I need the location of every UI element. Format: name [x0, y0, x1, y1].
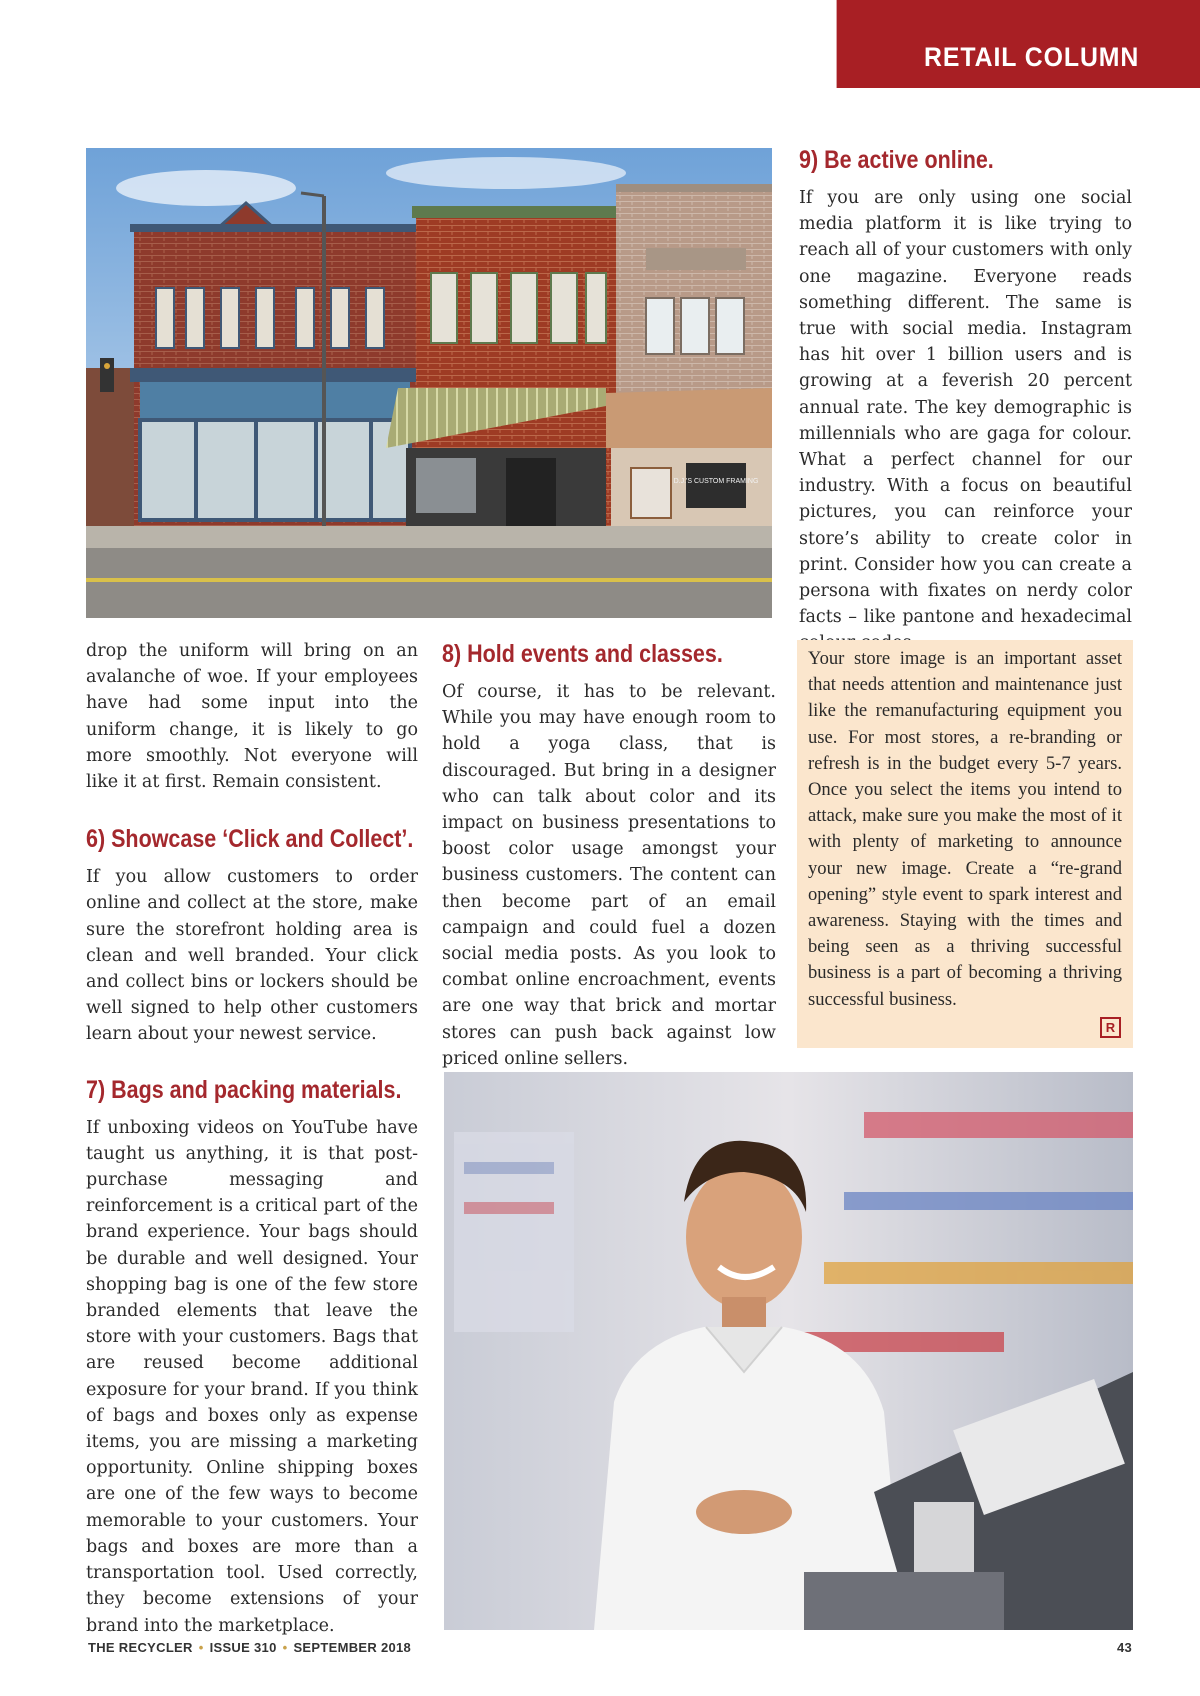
- storefront-photo: [86, 148, 772, 618]
- cashier-photo: [444, 1072, 1133, 1630]
- footer-dot-2: •: [282, 1640, 288, 1655]
- cashier-illustration: [444, 1072, 1133, 1630]
- section-title: RETAIL COLUMN: [924, 41, 1140, 72]
- heading-be-active-online: 9) Be active online.: [799, 146, 994, 174]
- storefront-sign: D.J.'S CUSTOM FRAMING: [673, 478, 759, 485]
- page-number: 43: [1116, 1640, 1132, 1655]
- paragraph-bags-packing: If unboxing videos on YouTube have taught us anything, it is that post-purchase messaging and reinforcement is a critical part of the brand experience. Your bags should be durable and well designed. Your shopping bag is one of the few store branded elements that leave the store with your customers. Bags that are reused become additional exposure for your brand. If you think of bags and boxes only as expense items, you are missing a marketing opportunity. Online shipping boxes are one of the few ways to become memorable to your customers. Your bags and boxes are more than a transportation tool. Used correctly, they become extensions of your brand into the marketplace.: [86, 1117, 418, 1636]
- page-footer: [88, 1640, 1132, 1655]
- paragraph-click-and-collect: If you allow customers to order online and collect at the store, make sure the storefront holding area is clean and well branded. Your click and collect bins or lockers should be well signed to help other customers learn about your newest service.: [86, 867, 418, 1045]
- column-left: [86, 638, 418, 1639]
- footer-date: SEPTEMBER 2018: [293, 1640, 412, 1655]
- section-banner: [837, 0, 1200, 88]
- footer-publication: THE RECYCLER: [88, 1640, 193, 1655]
- footer-issue: ISSUE 310: [209, 1640, 277, 1655]
- recycler-logo-icon: R: [1100, 1017, 1121, 1038]
- storefront-illustration: [86, 148, 772, 618]
- heading-hold-events: 8) Hold events and classes.: [442, 640, 723, 668]
- paragraph-uniform-continued: drop the uniform will bring on an avalanche of woe. If your employees have had some input into the uniform change, it is likely to go more smoothly. Not everyone will like it at first. Remain consistent.: [86, 641, 418, 793]
- callout-box: [797, 640, 1133, 1048]
- paragraph-hold-events: Of course, it has to be relevant. While you may have enough room to hold a yoga class, that is discouraged. But bring in a designer who can talk about color and its impact on business presentations to boost color usage amongst your business customers. The content can then become part of an email campaign and could fuel a dozen social media posts. As you look to combat online encroachment, events are one way that brick and mortar stores can push back against low priced online sellers.: [442, 682, 776, 1069]
- heading-click-and-collect: 6) Showcase ‘Click and Collect’.: [86, 825, 414, 854]
- heading-bags-packing: 7) Bags and packing materials.: [86, 1075, 402, 1104]
- callout-text: Your store image is an important asset that needs attention and maintenance just like the remanufacturing equipment you use. For most stores, a re-branding or refresh is in the budget every 5-7 years. Once you select the items you intend to attack, make sure you make the most of it with plenty of marketing to announce your new image. Create a “re-grand opening” style event to spark interest and awareness. Staying with the times and being seen as a thriving successful business is a part of becoming a thriving successful business.: [808, 648, 1122, 1010]
- footer-publication-info: [88, 1640, 411, 1655]
- footer-dot-1: •: [198, 1640, 204, 1655]
- column-right-top: [799, 146, 1132, 657]
- paragraph-be-active-online: If you are only using one social media platform it is like trying to reach all of your customers with only one magazine. Everyone reads something different. The same is true with social media. Instagram has hit over 1 billion users and is growing at a feverish 20 percent annual rate. The key demographic is millennials who are gaga for colour. What a perfect channel for our industry. With a focus on beautiful pictures, you can reinforce your store’s ability to create color in print. Consider how you can create a persona with fixates on nerdy color facts – like pantone and hexadecimal: [799, 188, 1132, 628]
- column-middle: [442, 640, 776, 1072]
